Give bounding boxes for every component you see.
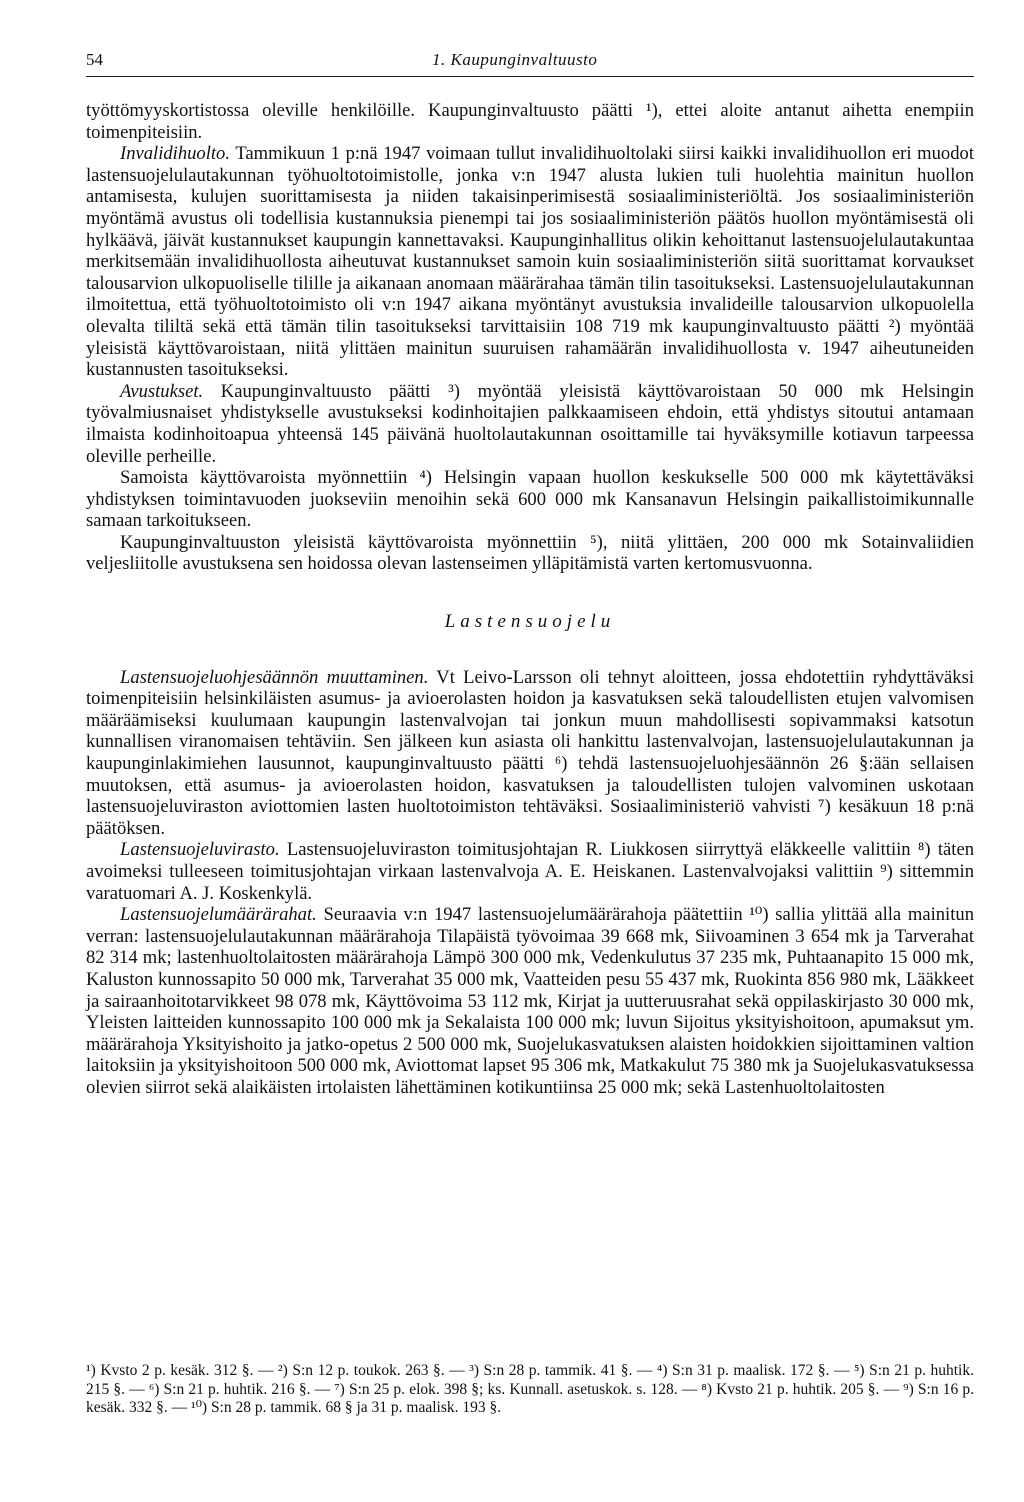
paragraph: Kaupunginvaltuuston yleisistä käyttövaroista myönnettiin ⁵), niitä ylittäen, 200 000 mk Sotainvaliidien veljesliitolle avustuksena sen hoidossa olevan lastenseimen ylläpitämistä varten kertomusvuonna.: [86, 531, 974, 575]
paragraph-text: Kaupunginvaltuusto päätti ³) myöntää yleisistä käyttövaroistaan 50 000 mk Helsingin työvalmiusnaiset yhdistykselle avustukseksi kodinhoitajien palkkaamiseen ehdoin, että yhdistys sitoutui antamaan ilmaista kodinhoitoapua yhteensä 145 päivänä huoltolautakunnan osoittamille tai hyväksymille kotiavun tarpeessa oleville perheille.: [86, 380, 974, 467]
footnote-text: ¹) Kvsto 2 p. kesäk. 312 §. — ²) S:n 12 p. toukok. 263 §. — ³) S:n 28 p. tammik. 41 §. — ⁴) S:n 31 p. maalisk. 172 §. — ⁵) S:n 21 p. huhtik. 215 §. — ⁶) S:n 21 p. huhtik. 216 §. — ⁷) S:n 25 p. elok. 398 §; ks. Kunnall. asetuskok. s. 128. — ⁸) Kvsto 21 p. huhtik. 205 §. — ⁹) S:n 16 p. kesäk. 332 §. — ¹⁰) S:n 28 p. tammik. 68 § ja 31 p. maalisk. 193 §.: [86, 1362, 974, 1417]
paragraph: [86, 667, 974, 840]
page-number: 54: [86, 50, 103, 69]
running-head: 1. Kaupunginvaltuusto: [432, 50, 598, 69]
paragraph-heading: Lastensuojelumäärärahat.: [120, 904, 317, 926]
paragraph-heading: Invalidihuolto.: [120, 143, 231, 165]
page-header: [86, 46, 974, 77]
section-title: Lastensuojelu: [444, 611, 616, 633]
paragraph: [86, 839, 974, 904]
paragraph-heading: Lastensuojeluohjesäännön muuttaminen.: [120, 666, 429, 688]
paragraph-text: Tammikuun 1 p:nä 1947 voimaan tullut invalidihuoltolaki siirsi kaikki invalidihuollon eri muodot lastensuojelulautakunnan työhuoltotoimistolle, jonka v:n 1947 alusta lukien tuli huolehtia mainitun huollon antamisesta, kulujen suorittamisesta ja niiden takaisinperimisestä sosiaaliministeriöltä. Jos sosiaaliministeriön myöntämä avustus oli todellisia kustannuksia pienempi tai jos sosiaaliministeriön päätös huollon myöntämisestä oli hylkäävä, jäivät kustannukset kaupungin kannettavaksi. Kaupunginhallitus olikin kehoittanut lastensuojelulautakuntaa merkitsemään invalidihuollosta aiheutuvat kustannukset samoin kuin sosiaaliministeriön siitä suorittamat korvaukset talousarvion ulkopuoliselle tilille ja aikanaan anomaan määrärahaa tämän tilin tasoitukseksi. Lastensuojelulautakunnan ilmoitettua, että työhuoltotoimisto oli v:n 1947 aikana myöntänyt avustuksia invalideille talousarvion ulkopuolella olevalta tililtä sekä että tämän tilin tasoitukseksi tarvittaisiin 108 719 mk kaupunginvaltuusto päätti ²) myöntää yleisistä käyttövaroistaan, niitä ylittäen mainitun suuruisen rahamäärän invalidihuollosta v. 1947 aiheutuneiden kustannusten tasoitukseksi.: [86, 143, 974, 381]
paragraph-text: Seuraavia v:n 1947 lastensuojelumäärärahoja päätettiin ¹⁰) sallia ylittää alla mainitun verran: lastensuojelulautakunnan määrärahoja Tilapäistä työvoimaa 39 668 mk, Siivoaminen 3 654 mk ja Tarverahat 82 314 mk; lastenhuoltolaitosten määrärahoja Lämpö 300 000 mk, Vedenkulutus 37 235 mk, Puhtaanapito 15 000 mk, Kaluston kunnossapito 50 000 mk, Tarverahat 35 000 mk, Vaatteiden pesu 55 437 mk, Ruokinta 856 980 mk, Lääkkeet ja sairaanhoitotarvikkeet 98 078 mk, Käyttövoima 53 112 mk, Kirjat ja uutteruusrahat sekä oppilaskirjasto 30 000 mk, Yleisten laitteiden kunnossapito 100 000 mk ja Sekalaista 100 000 mk; luvun Sijoitus yksityishoitoon, apumaksut ym. määrärahoja Yksityishoito ja jatko-opetus 2 500 000 mk, Suojelukasvatuksen alaisten hoidokkien sijoittaminen valtion laitoksiin ja yksityishoitoon 500 000 mk, Aviottomat lapset 95 306 mk, Matkakulut 75 380 mk ja Suojelukasvatuksessa olevien siirrot sekä alaikäisten irtolaisten lähettäminen kotikuntiinsa 25 000 mk; sekä Lastenhuoltolaitosten: [86, 904, 974, 1098]
paragraph: Samoista käyttövaroista myönnettiin ⁴) Helsingin vapaan huollon keskukselle 500 000 mk käytettäväksi yhdistyksen toimintavuoden juokseviin menoihin sekä 600 000 mk Kansanavun Helsingin paikallistoimikunnalle samaan tarkoitukseen.: [86, 467, 974, 532]
paragraph-text: Vt Leivo-Larsson oli tehnyt aloitteen, jossa ehdotettiin ryhdyttäväksi toimenpiteisiin helsinkiläisten asumus- ja avioerolasten hoidon ja kasvatuksen sekä taloudellisten etujen valvomisen määräämiseksi kuulumaan kaupungin lastenvalvojan tai jonkun muun mahdollisesti sopivammaksi katsotun kunnallisen viranomaisen tehtäviin. Sen jälkeen kun asiasta oli hankittu lastenvalvojan, lastensuojelulautakunnan ja kaupunginlakimiehen lausunnot, kaupunginvaltuusto päätti ⁶) tehdä lastensuojeluohjesäännön 26 §:ään sellaisen muutoksen, että asumus- ja avioerolasten hoidon, kasvatuksen ja taloudellisten tulojen valvominen uskotaan lastensuojeluviraston aviottomien lasten huoltotoimiston tehtäväksi. Sosiaaliministeriö vahvisti ⁷) kesäkuun 18 p:nä päätöksen.: [86, 666, 974, 839]
paragraph-heading: Avustukset.: [120, 380, 204, 402]
paragraph: työttömyyskortistossa oleville henkilöille. Kaupunginvaltuusto päätti ¹), ettei aloite antanut aihetta enempiin toimenpiteisiin.: [86, 100, 974, 143]
body-text: [86, 100, 974, 1099]
paragraph-heading: Lastensuojeluvirasto.: [120, 839, 280, 861]
paragraph: [86, 904, 974, 1098]
paragraph: [86, 143, 974, 381]
footnotes: [86, 1362, 974, 1418]
paragraph-text: Lastensuojeluviraston toimitusjohtajan R. Liukkosen siirryttyä eläkkeelle valittiin ⁸) täten avoimeksi tulleeseen toimitusjohtajan virkaan lastenvalvoja A. E. Heiskanen. Lastenvalvojaksi valittiin ⁹) sittemmin varatuomari A. J. Koskenkylä.: [86, 839, 974, 904]
paragraph: [86, 381, 974, 467]
